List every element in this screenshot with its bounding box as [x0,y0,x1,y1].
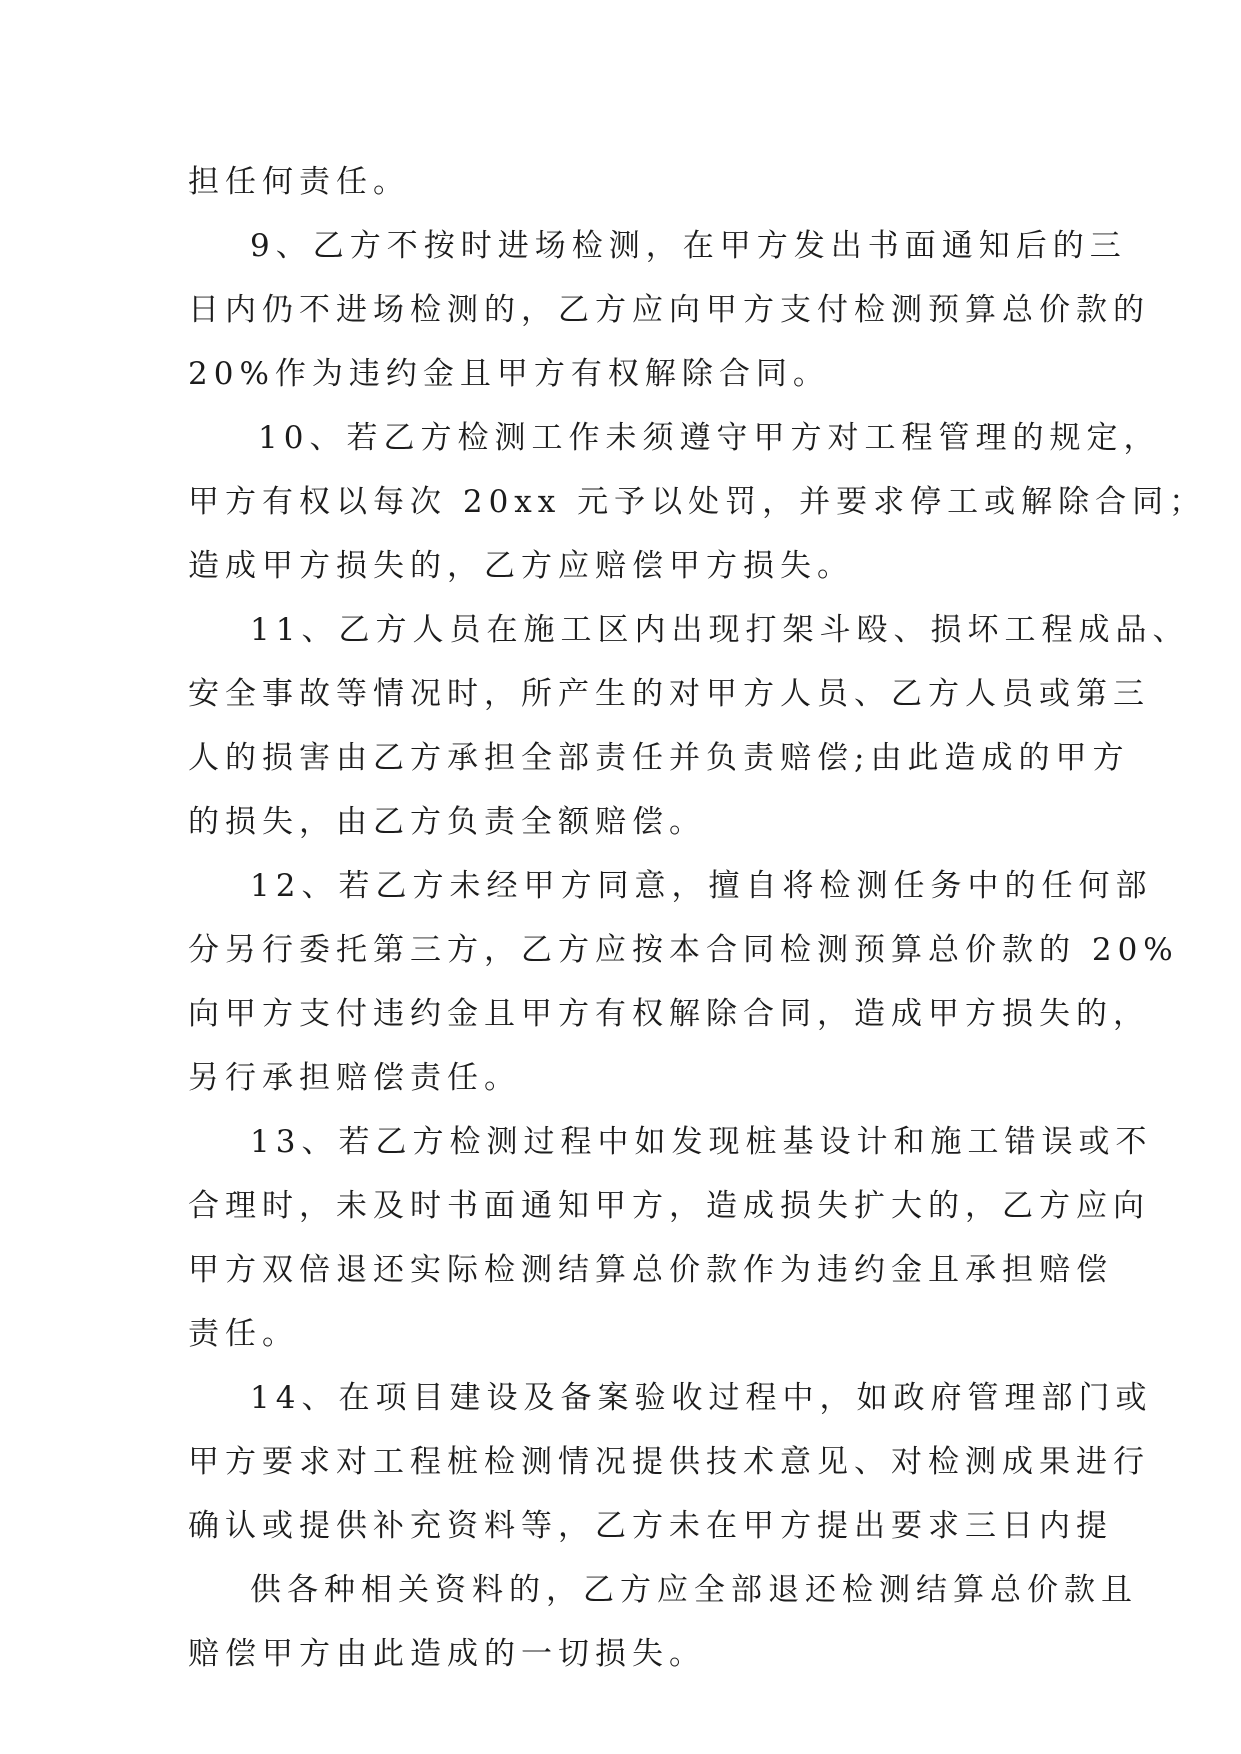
text-line: 分另行委托第三方，乙方应按本合同检测预算总价款的 20% [188,932,1179,968]
text-line: 甲方要求对工程桩检测情况提供技术意见、对检测成果进行 [188,1444,1150,1480]
clause-10-line-1: 10、若乙方检测工作未须遵守甲方对工程管理的规定， [258,420,1161,456]
clause-9-line-1: 9、乙方不按时进场检测，在甲方发出书面通知后的三 [250,228,1127,264]
clause-12-line-1: 12、若乙方未经甲方同意，擅自将检测任务中的任何部 [250,868,1153,904]
clause-13-line-1: 13、若乙方检测过程中如发现桩基设计和施工错误或不 [250,1124,1153,1160]
text-line: 安全事故等情况时，所产生的对甲方人员、乙方人员或第三 [188,676,1150,712]
text-line: 向甲方支付违约金且甲方有权解除合同，造成甲方损失的， [188,996,1150,1032]
text-line: 人的损害由乙方承担全部责任并负责赔偿;由此造成的甲方 [188,740,1130,776]
text-line: 合理时，未及时书面通知甲方，造成损失扩大的，乙方应向 [188,1188,1150,1224]
text-line: 另行承担赔偿责任。 [188,1060,521,1096]
clause-11-line-1: 11、乙方人员在施工区内出现打架斗殴、损坏工程成品、 [250,612,1190,648]
document-body [188,150,1207,1686]
text-line: 赔偿甲方由此造成的一切损失。 [188,1636,706,1672]
clause-14-line-1: 14、在项目建设及备案验收过程中，如政府管理部门或 [250,1380,1153,1416]
text-line: 确认或提供补充资料等，乙方未在甲方提出要求三日内提 [188,1508,1113,1544]
text-line: 担任何责任。 [188,164,410,200]
text-line: 甲方有权以每次 20xx 元予以处罚，并要求停工或解除合同； [188,484,1207,520]
text-line: 日内仍不进场检测的，乙方应向甲方支付检测预算总价款的 [188,292,1150,328]
text-line-indented: 供各种相关资料的，乙方应全部退还检测结算总价款且 [250,1572,1138,1608]
text-line: 的损失，由乙方负责全额赔偿。 [188,804,706,840]
text-line: 责任。 [188,1316,299,1352]
text-line: 造成甲方损失的，乙方应赔偿甲方损失。 [188,548,854,584]
text-line: 20%作为违约金且甲方有权解除合同。 [188,356,830,392]
text-line: 甲方双倍退还实际检测结算总价款作为违约金且承担赔偿 [188,1252,1113,1288]
